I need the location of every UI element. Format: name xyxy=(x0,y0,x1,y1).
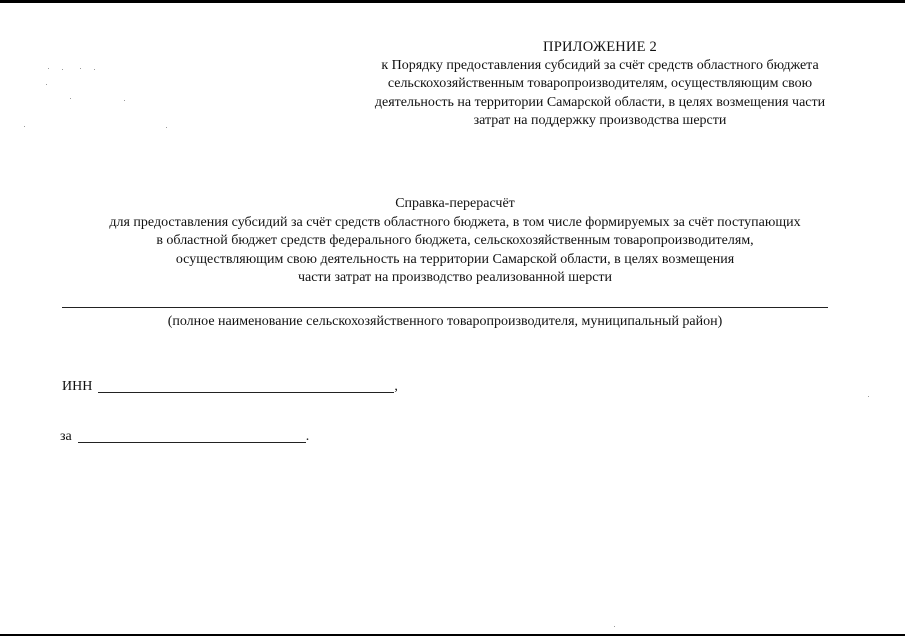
inn-suffix: , xyxy=(394,379,398,394)
period-field[interactable] xyxy=(78,428,306,443)
period-label: за xyxy=(60,429,72,444)
appendix-header xyxy=(340,38,860,131)
certificate-line: в областной бюджет средств федерального бюджета, сельскохозяйственным товаропроизводителям, xyxy=(156,233,754,248)
scan-speck xyxy=(80,68,81,69)
certificate-line: части затрат на производство реализованной шерсти xyxy=(297,270,613,285)
scan-speck xyxy=(94,69,95,70)
certificate-line: для предоставления субсидий за счёт средств областного бюджета, в том числе формируемых за счёт поступающих xyxy=(109,214,801,230)
appendix-line: к Порядку предоставления субсидий за счёт средств областного бюджета xyxy=(381,57,819,73)
scan-speck xyxy=(24,126,25,127)
scan-speck xyxy=(614,626,615,627)
scan-speck xyxy=(70,98,71,99)
period-suffix: . xyxy=(305,429,310,444)
period-row xyxy=(60,428,309,446)
scan-speck xyxy=(62,69,63,70)
appendix-title: ПРИЛОЖЕНИЕ 2 xyxy=(543,39,657,55)
scan-speck xyxy=(124,100,125,101)
scan-speck xyxy=(48,68,49,69)
certificate-line: осуществляющим свою деятельность на территории Самарской области, в целях возмещения xyxy=(175,251,735,267)
producer-name-caption: (полное наименование сельскохозяйственного товаропроизводителя, муниципальный район) xyxy=(167,314,723,329)
appendix-line: сельскохозяйственным товаропроизводителям, осуществляющим свою xyxy=(387,76,813,91)
producer-name-field[interactable] xyxy=(62,307,828,308)
inn-field[interactable] xyxy=(98,378,394,393)
bottom-border xyxy=(0,634,905,636)
certificate-heading xyxy=(60,195,850,288)
scan-speck xyxy=(868,396,869,397)
appendix-line: затрат на поддержку производства шерсти xyxy=(473,113,727,128)
top-border xyxy=(0,0,905,3)
scan-speck xyxy=(166,127,167,128)
inn-label: ИНН xyxy=(62,379,93,394)
appendix-line: деятельность на территории Самарской области, в целях возмещения части xyxy=(374,94,826,110)
certificate-title: Справка-перерасчёт xyxy=(395,196,515,211)
scan-speck xyxy=(46,84,47,85)
inn-row xyxy=(62,378,398,396)
